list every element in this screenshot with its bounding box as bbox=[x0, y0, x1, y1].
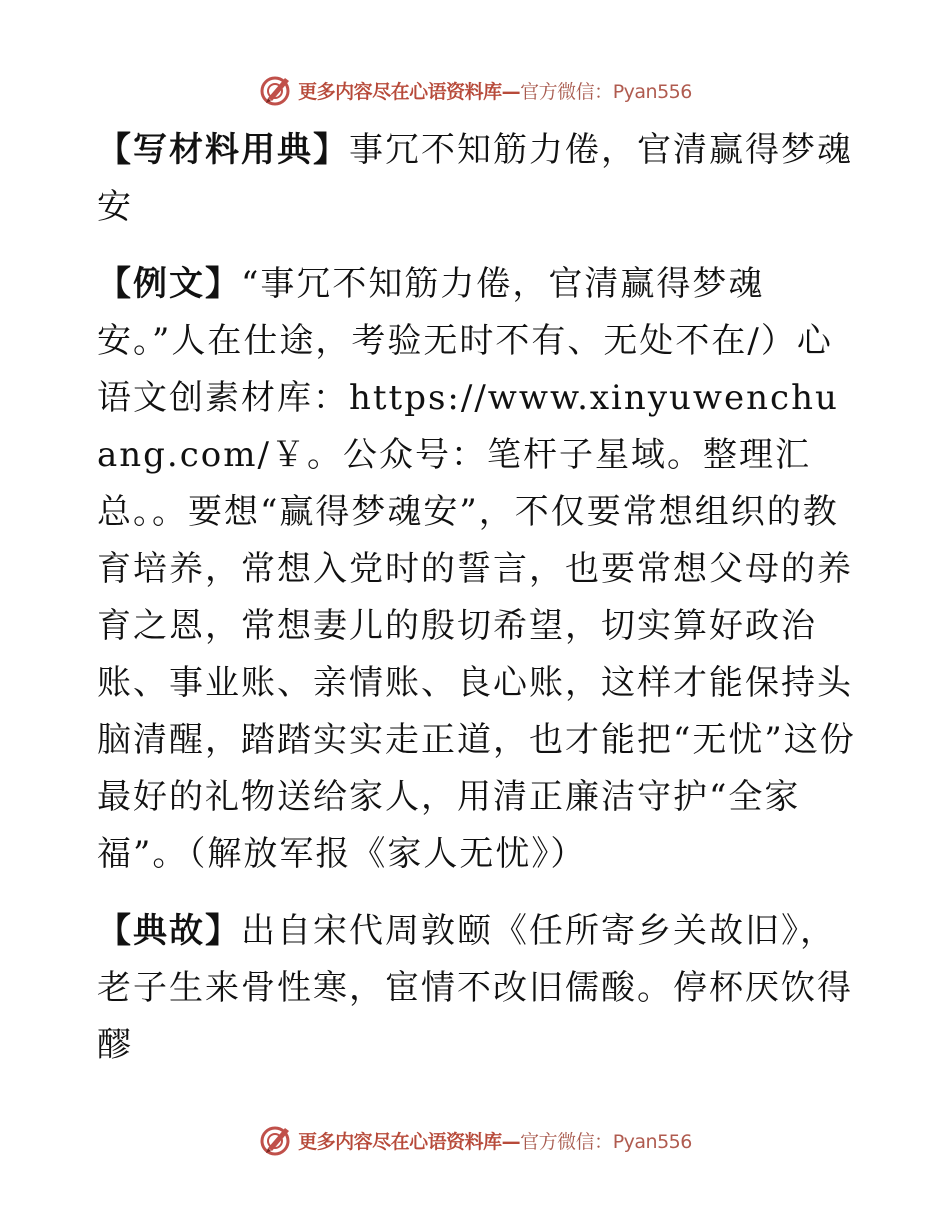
watermark-wechat-label: 官方微信： bbox=[520, 80, 613, 103]
watermark-text bbox=[298, 1127, 692, 1154]
watermark-wechat-id: Pyan556 bbox=[612, 1130, 692, 1153]
watermark-header bbox=[0, 70, 950, 110]
watermark-text bbox=[298, 77, 692, 104]
watermark-main: 更多内容尽在心语资料库 bbox=[298, 80, 502, 103]
pen-logo-icon bbox=[258, 1122, 294, 1158]
title-paragraph bbox=[97, 122, 857, 236]
pen-logo-icon bbox=[258, 72, 294, 108]
allusion-text: 出自宋代周敦颐《任所寄乡关故旧》，老子生来骨性寒，宦情不改旧儒酸。停杯厌饮得醪 bbox=[97, 911, 853, 1065]
allusion-paragraph bbox=[97, 903, 857, 1074]
watermark-wechat-id: Pyan556 bbox=[612, 80, 692, 103]
document-body bbox=[97, 122, 857, 1074]
allusion-label: 【典故】 bbox=[97, 911, 241, 951]
watermark-wechat-label: 官方微信： bbox=[520, 1130, 613, 1153]
watermark-dash: — bbox=[501, 1130, 521, 1153]
watermark-footer bbox=[0, 1120, 950, 1160]
title-label: 【写材料用典】 bbox=[97, 130, 349, 170]
watermark-dash: — bbox=[501, 80, 521, 103]
title-text: 事冗不知筋力倦，官清赢得梦魂安 bbox=[97, 130, 853, 227]
example-paragraph bbox=[97, 256, 857, 883]
example-label: 【例文】 bbox=[97, 264, 241, 304]
example-text: “事冗不知筋力倦，官清赢得梦魂安。”人在仕途，考验无时不有、无处不在/）心语文创素材库：https://www.xinyuwenchuang.com/￥。公众号：笔杆子星域。整理汇总。。要想“赢得梦魂安”，不仅要常想组织的教育培养，常想入党时的誓言，也要常想父母的养育之恩，常想妻儿的殷切希望，切实算好政治账、事业账、亲情账、良心账，这样才能保持头脑清醒，踏踏实实走正道，也才能把“无忧”这份最好的礼物送给家人，用清正廉洁守护“全家福”。（解放军报《家人无忧》） bbox=[97, 264, 856, 874]
watermark-main: 更多内容尽在心语资料库 bbox=[298, 1130, 502, 1153]
